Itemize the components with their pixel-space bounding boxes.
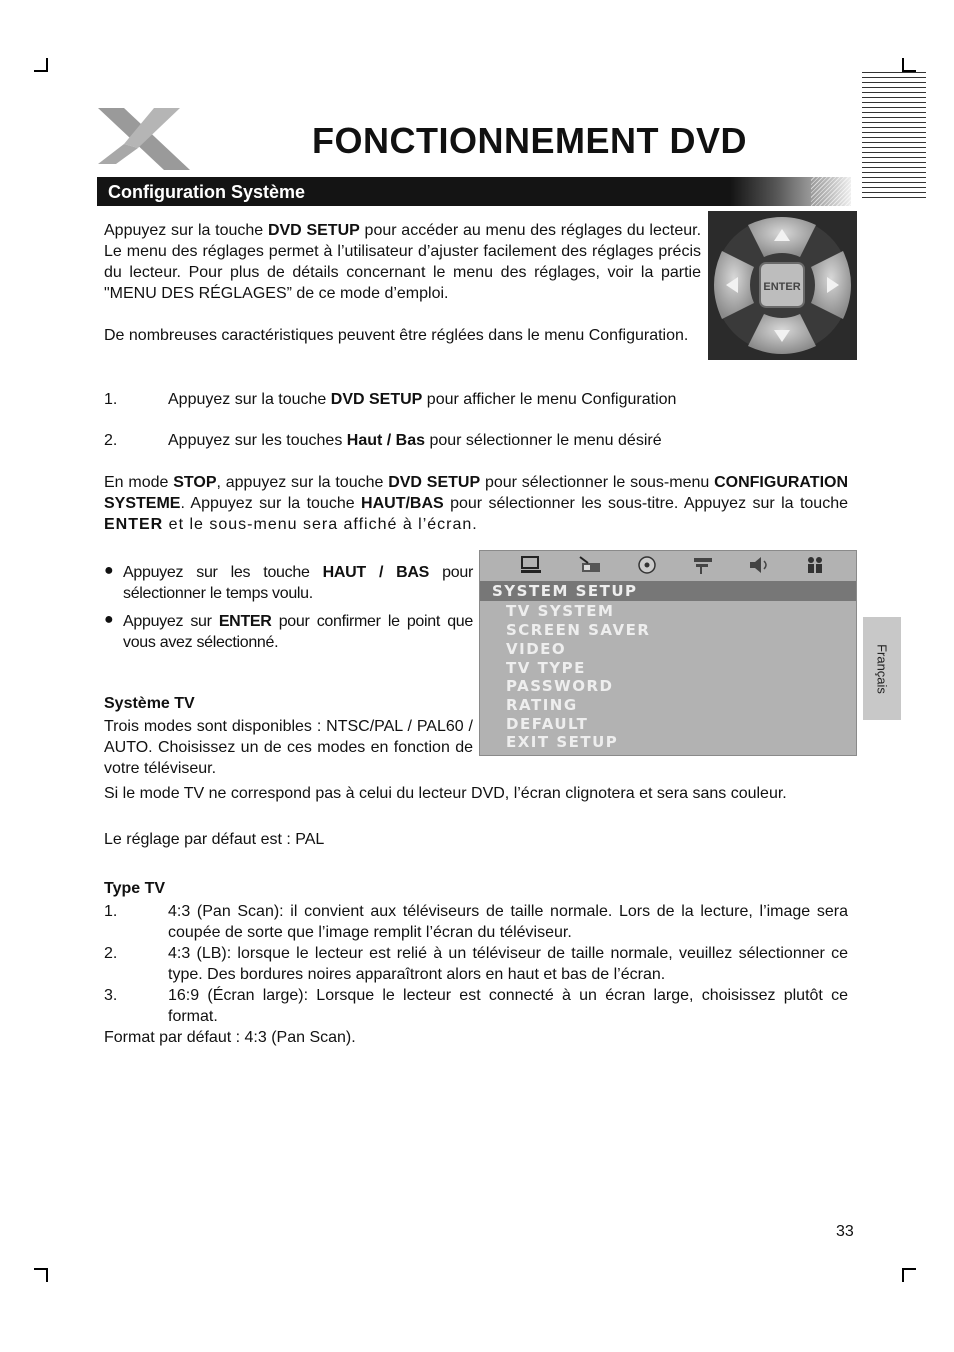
step-2-number: 2.: [104, 432, 118, 449]
language-side-tab: [863, 617, 901, 720]
type-tv-item-3-number: 3.: [104, 987, 118, 1004]
bullet-2-text: Appuyez sur ENTER pour confirmer le point que vous avez sélectionné.: [123, 613, 473, 651]
type-tv-item-1-text: 4:3 (Pan Scan): il convient aux téléviseurs de taille normale. Lors de la lecture, l’image sera coupée de sorte que l’image remplit l’écran du téléviseur.: [168, 903, 848, 941]
systeme-tv-default: Le réglage par défaut est : PAL: [104, 831, 325, 848]
type-tv-item-3-text: 16:9 (Écran large): Lorsque le lecteur est connecté à un écran large, choisissez plutôt ce format.: [168, 987, 848, 1025]
osd-header: SYSTEM SETUP: [480, 581, 856, 601]
crop-mark-top-left: [34, 58, 48, 72]
crop-mark-bottom-left: [34, 1268, 48, 1282]
intro-paragraph-2: De nombreuses caractéristiques peuvent être réglées dans le menu Configuration.: [104, 327, 689, 344]
page-number: 33: [836, 1223, 854, 1240]
systeme-tv-paragraph-1: Trois modes sont disponibles : NTSC/PAL / PAL60 / AUTO. Choisissez un de ces modes en fonction de votre téléviseur.: [104, 718, 473, 777]
picture-icon: [578, 555, 602, 575]
intro-paragraph: Appuyez sur la touche DVD SETUP pour accéder au menu des réglages du lecteur. Le menu des réglages permet à l’utilisateur d’ajuster facilement des réglages précis du lecteur. Pour plus de détails concernant le menu des réglages, voir la partie "MENU DES RÉGLAGES” de ce mode d’emploi.: [104, 222, 702, 302]
type-tv-item-1-number: 1.: [104, 903, 118, 920]
people-icon: [804, 555, 826, 575]
bullet-icon: ●: [104, 562, 114, 579]
osd-system-setup-screenshot: [479, 550, 857, 756]
stop-mode-paragraph: En mode STOP, appuyez sur la touche DVD SETUP pour sélectionner le sous-menu CONFIGURATION SYSTEME. Appuyez sur la touche HAUT/BAS pour sélectionner les sous-titre. Appuyez sur la touche ENTER et le sous-menu sera affiché à l’écran.: [104, 474, 849, 533]
bullet-icon: ●: [104, 611, 114, 628]
osd-item-video: VIDEO: [506, 640, 567, 658]
type-tv-item-2-text: 4:3 (LB): lorsque le lecteur est relié à un téléviseur de taille normale, veuillez sélectionner ce type. Des bordures noires apparaîtront alors en haut et bas de l’écran.: [168, 945, 848, 983]
disc-icon: [636, 555, 658, 575]
bullet-1-text: Appuyez sur les touche HAUT / BAS pour sélectionner le temps voulu.: [123, 564, 473, 602]
brand-logo: [94, 104, 194, 174]
step-1-number: 1.: [104, 391, 118, 408]
crop-mark-bottom-right: [902, 1268, 916, 1282]
crop-mark-top-right: [902, 58, 916, 72]
language-side-tab-label: Français: [874, 643, 890, 694]
step-2-text: Appuyez sur les touches Haut / Bas pour sélectionner le menu désiré: [168, 432, 662, 449]
osd-item-tv-type: TV TYPE: [506, 659, 586, 677]
osd-icon-bar: [480, 551, 856, 579]
type-tv-item-2-number: 2.: [104, 945, 118, 962]
flag-icon: [692, 555, 716, 575]
osd-item-exit-setup: EXIT SETUP: [506, 733, 619, 751]
enter-button-label: ENTER: [763, 281, 801, 293]
systeme-tv-heading: Système TV: [104, 695, 195, 712]
type-tv-default: Format par défaut : 4:3 (Pan Scan).: [104, 1029, 356, 1046]
tv-icon: [520, 555, 542, 575]
osd-item-default: DEFAULT: [506, 715, 589, 733]
section-header-bar: [97, 177, 851, 206]
step-1-text: Appuyez sur la touche DVD SETUP pour afficher le menu Configuration: [168, 391, 677, 408]
page-title: FONCTIONNEMENT DVD: [312, 120, 747, 161]
section-header: Configuration Système: [108, 182, 306, 202]
osd-item-screen-saver: SCREEN SAVER: [506, 621, 651, 639]
remote-control-image: [708, 211, 857, 360]
speaker-icon: [748, 555, 772, 575]
decorative-stripes: [862, 72, 926, 200]
systeme-tv-paragraph-2: Si le mode TV ne correspond pas à celui du lecteur DVD, l’écran clignotera et sera sans couleur.: [104, 785, 787, 802]
osd-item-password: PASSWORD: [506, 677, 614, 695]
section-header-pattern: [811, 177, 851, 206]
osd-item-tv-system: TV SYSTEM: [506, 602, 615, 620]
osd-item-rating: RATING: [506, 696, 578, 714]
type-tv-heading: Type TV: [104, 880, 166, 897]
